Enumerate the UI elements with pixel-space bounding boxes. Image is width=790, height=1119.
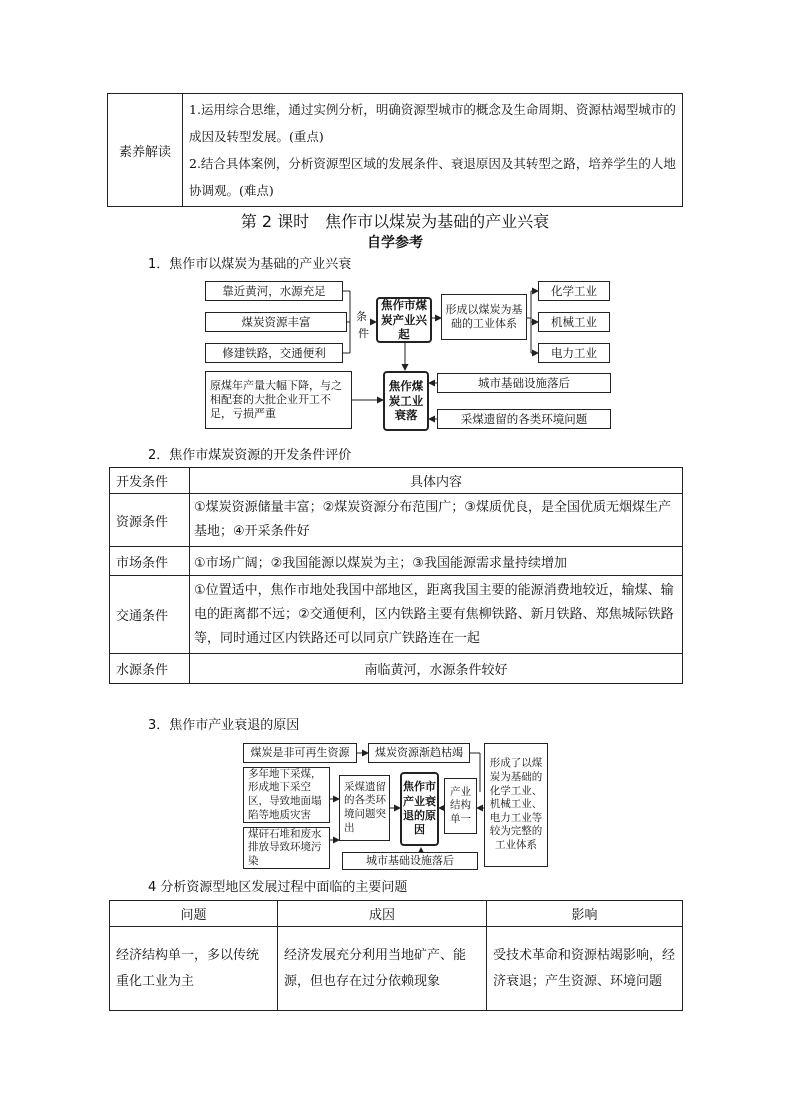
industry-power: 电力工业	[538, 343, 610, 363]
industrial-system-box: 形成了以煤炭为基础的化学工业、机械工业、电力工业等较为完整的工业体系	[484, 743, 548, 867]
coal-industry-rise: 焦作市煤炭产业兴起	[376, 297, 432, 343]
problems-header-issue: 问题	[110, 901, 278, 927]
decline-causes-center: 焦作市产业衰退的原因	[400, 772, 439, 846]
problem-cause: 经济发展充分利用当地矿产、能源，但也存在过分依赖现象	[278, 927, 487, 1011]
section3-heading: 3．焦作市产业衰退的原因	[148, 718, 300, 733]
condition-railway: 修建铁路，交通便利	[205, 343, 343, 363]
condition-name: 资源条件	[110, 494, 190, 547]
cause-single-structure: 产业结构单一	[444, 778, 477, 834]
industry-chemical: 化学工业	[538, 281, 610, 301]
section4-heading: 4 分析资源型地区发展过程中面临的主要问题	[148, 880, 408, 895]
condition-detail: 南临黄河，水源条件较好	[190, 654, 683, 684]
cause-infrastructure: 城市基础设施落后	[342, 852, 478, 870]
conditions-header-2: 具体内容	[190, 468, 683, 494]
problem-impact: 受技术革命和资源枯竭影响，经济衰退；产生资源、环境问题	[487, 927, 683, 1011]
condition-name: 交通条件	[110, 576, 190, 654]
problems-header-cause: 成因	[278, 901, 487, 927]
section1-heading: 1．焦作市以煤炭为基础的产业兴衰	[148, 257, 352, 272]
condition-char-1: 条	[356, 310, 367, 323]
condition-water: 靠近黄河，水源充足	[205, 281, 343, 301]
condition-name: 水源条件	[110, 654, 190, 684]
condition-detail: ①市场广阔；②我国能源以煤炭为主；③我国能源需求量持续增加	[190, 547, 683, 576]
industrial-system: 形成以煤炭为基础的工业体系	[441, 294, 527, 340]
problems-header-impact: 影响	[487, 901, 683, 927]
coal-industry-decline: 焦作煤炭工业衰落	[383, 371, 429, 431]
condition-name: 市场条件	[110, 547, 190, 576]
condition-coal: 煤炭资源丰富	[205, 312, 347, 332]
lesson-title: 第 2 课时 焦作市以煤炭为基础的产业兴衰	[240, 212, 550, 231]
section2-heading: 2．焦作市煤炭资源的开发条件评价	[148, 448, 352, 463]
problem-issue: 经济结构单一，多以传统重化工业为主	[110, 927, 278, 1011]
literacy-point-2: 2.结合具体案例，分析资源型区域的发展条件、衰退原因及其转型之路，培养学生的人地协调观。(难点)	[189, 156, 676, 198]
conditions-header-1: 开发条件	[110, 468, 190, 494]
cause-pollution: 煤矸石堆和废水排放导致环境污染	[243, 827, 330, 869]
condition-char-2: 件	[358, 327, 369, 340]
subtitle: 自学参考	[367, 235, 423, 251]
decline-reason-infrastructure: 城市基础设施落后	[437, 373, 611, 393]
cause-nonrenewable: 煤炭是非可再生资源	[243, 743, 357, 763]
condition-detail: ①位置适中，焦作市地处我国中部地区，距离我国主要的能源消费地较近，输煤、输电的距离都不远；②交通便利，区内铁路主要有焦柳铁路、新月铁路、郑焦城际铁路等，同时通过区内铁路还可以同京广铁路连在一起	[190, 576, 683, 654]
literacy-label: 素养解读	[108, 94, 183, 207]
industry-machinery: 机械工业	[538, 312, 610, 332]
condition-detail: ①煤炭资源储量丰富；②煤炭资源分布范围广；③煤质优良，是全国优质无烟煤生产基地；④开采条件好	[190, 494, 683, 547]
cause-subsidence: 多年地下采煤，形成地下采空区，导致地面塌陷等地质灾害	[243, 767, 330, 823]
literacy-point-1: 1.运用综合思维，通过实例分析，明确资源型城市的概念及生命周期、资源枯竭型城市的成因及转型发展。(重点)	[189, 102, 676, 144]
decline-reason-environment: 采煤遗留的各类环境问题	[437, 409, 611, 429]
cause-environment: 采煤遗留的各类环境问题突出	[339, 775, 390, 841]
problems-table	[109, 900, 683, 1011]
decline-reason-output: 原煤年产量大幅下降，与之相配套的大批企业开工不足，亏损严重	[205, 371, 352, 429]
cause-depletion: 煤炭资源渐趋枯竭	[368, 743, 470, 763]
